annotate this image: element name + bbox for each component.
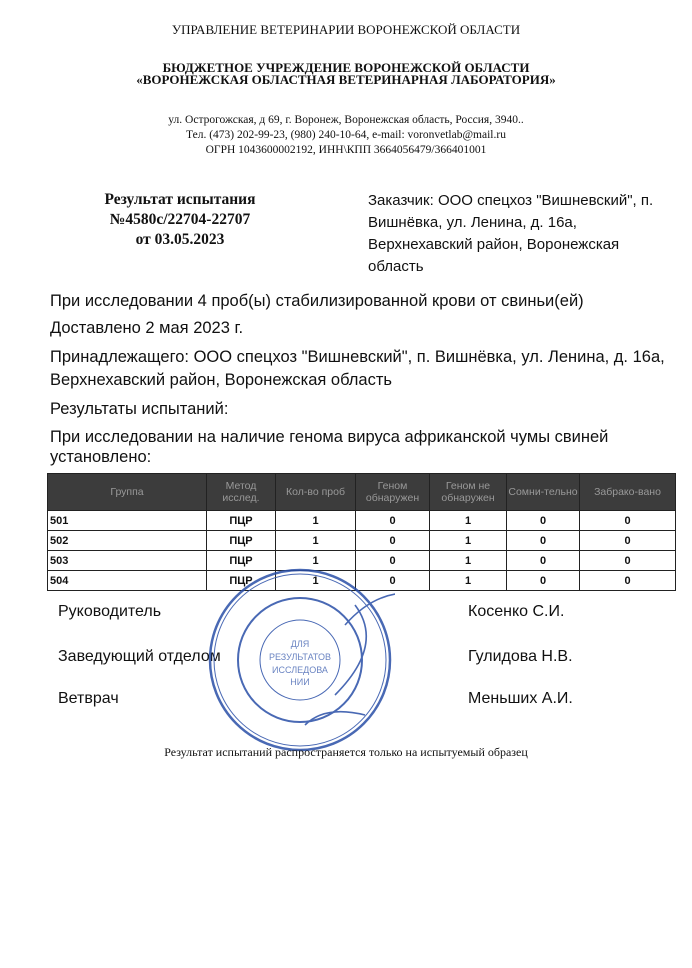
table-header — [48, 474, 676, 511]
cell: 0 — [580, 551, 676, 571]
svg-text:ИССЛЕДОВА: ИССЛЕДОВА — [272, 665, 328, 675]
cell: ПЦР — [207, 511, 276, 531]
cell: 1 — [276, 531, 356, 551]
cell: 504 — [48, 571, 207, 591]
signature-role: Ветврач — [58, 690, 119, 707]
svg-text:ДЛЯ: ДЛЯ — [290, 639, 310, 649]
cell: 503 — [48, 551, 207, 571]
cell: 1 — [430, 551, 507, 571]
col-header: Сомни-тельно — [507, 474, 580, 511]
cell: 0 — [580, 531, 676, 551]
result-number: №4580с/22704-22707 — [109, 211, 251, 228]
svg-text:РЕЗУЛЬТАТОВ: РЕЗУЛЬТАТОВ — [268, 652, 332, 662]
col-header: Геном обнаружен — [356, 474, 430, 511]
registration-ids: ОГРН 1043600002192, ИНН\КПП 3664056479/366401001 — [205, 144, 487, 156]
cell: 1 — [430, 511, 507, 531]
col-header: Метод исслед. — [207, 474, 276, 511]
cell: 1 — [276, 551, 356, 571]
col-header: Забрако-вано — [580, 474, 676, 511]
col-header: Геном не обнаружен — [430, 474, 507, 511]
cell: 0 — [356, 571, 430, 591]
results-label: Результаты испытаний: — [50, 400, 229, 418]
col-header: Группа — [48, 474, 207, 511]
institution-subname: «ВОРОНЕЖСКАЯ ОБЛАСТНАЯ ВЕТЕРИНАРНАЯ ЛАБОРАТОРИЯ» — [136, 72, 556, 84]
footer-note: Результат испытаний распространяется только на испытуемый образец — [164, 745, 528, 759]
col-header: Кол-во проб — [276, 474, 356, 511]
signature-role: Руководитель — [58, 603, 162, 620]
cell: ПЦР — [207, 571, 276, 591]
cell: 502 — [48, 531, 207, 551]
samples-text: При исследовании 4 проб(ы) стабилизированной крови от свиньи(ей) — [50, 292, 584, 310]
svg-text:НИИ: НИИ — [290, 677, 310, 687]
cell: 0 — [507, 511, 580, 531]
cell: 0 — [356, 511, 430, 531]
signature-name: Гулидова Н.В. — [468, 648, 573, 665]
cell: 0 — [580, 511, 676, 531]
signature-role: Заведующий отделом — [58, 648, 221, 665]
table-row — [48, 511, 676, 531]
cell: 0 — [507, 531, 580, 551]
institution-name: БЮДЖЕТНОЕ УЧРЕЖДЕНИЕ ВОРОНЕЖСКОЙ ОБЛАСТИ — [162, 60, 530, 75]
cell: 1 — [430, 571, 507, 591]
signature-name: Косенко С.И. — [468, 603, 565, 620]
cell: 0 — [507, 551, 580, 571]
cell: 0 — [356, 551, 430, 571]
result-date: от 03.05.2023 — [135, 231, 225, 248]
contacts: Тел. (473) 202-99-23, (980) 240-10-64, e-mail: voronvetlab@mail.ru — [186, 129, 506, 141]
cell: 501 — [48, 511, 207, 531]
cell: ПЦР — [207, 551, 276, 571]
cell: 1 — [276, 571, 356, 591]
cell: 0 — [580, 571, 676, 591]
owner-text: Принадлежащего: ООО спецхоз "Вишневский", п. Вишнёвка, ул. Ленина, д. 16а, Верхнехавский район, Воронежская область — [50, 348, 665, 389]
address: ул. Острогожская, д 69, г. Воронеж, Воронежская область, Россия, 3940.. — [168, 114, 524, 126]
result-title — [60, 190, 300, 250]
official-stamp — [205, 565, 395, 755]
customer: Заказчик: ООО спецхоз "Вишневский", п. Вишнёвка, ул. Ленина, д. 16а, Верхнехавский район, Воронежская область — [368, 192, 654, 275]
title-line: Результат испытания — [104, 191, 256, 208]
cell: 1 — [276, 511, 356, 531]
table-row — [48, 531, 676, 551]
cell: ПЦР — [207, 531, 276, 551]
delivered-text: Доставлено 2 мая 2023 г. — [50, 319, 244, 337]
cell: 0 — [356, 531, 430, 551]
cell: 0 — [507, 571, 580, 591]
cell: 1 — [430, 531, 507, 551]
signature-name: Меньших А.И. — [468, 690, 573, 707]
authority-heading: УПРАВЛЕНИЕ ВЕТЕРИНАРИИ ВОРОНЕЖСКОЙ ОБЛАСТИ — [171, 22, 521, 37]
findings-text: При исследовании на наличие генома вируса африканской чумы свиней установлено: — [50, 428, 609, 466]
